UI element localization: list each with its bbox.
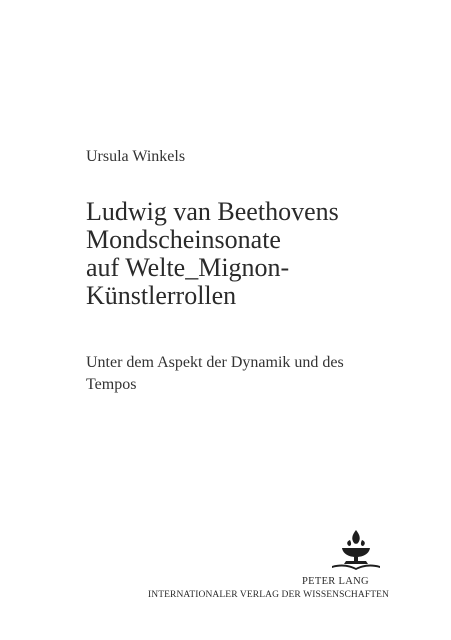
subtitle-line: Unter dem Aspekt der Dynamik und des (86, 354, 344, 371)
subtitle-line: Tempos (86, 376, 137, 393)
publisher-subline: INTERNATIONALER VERLAG DER WISSENSCHAFTEN (148, 590, 389, 600)
title-line: auf Welte_Mignon- (86, 253, 290, 282)
title-line: Ludwig van Beethovens (86, 197, 339, 226)
peter-lang-logo-icon (328, 528, 384, 572)
author-name: Ursula Winkels (86, 148, 186, 165)
title-line: Künstlerrollen (86, 281, 237, 310)
book-title (86, 198, 426, 310)
publisher-name: PETER LANG (302, 576, 369, 587)
title-line: Mondscheinsonate (86, 225, 281, 254)
book-subtitle (86, 352, 406, 396)
